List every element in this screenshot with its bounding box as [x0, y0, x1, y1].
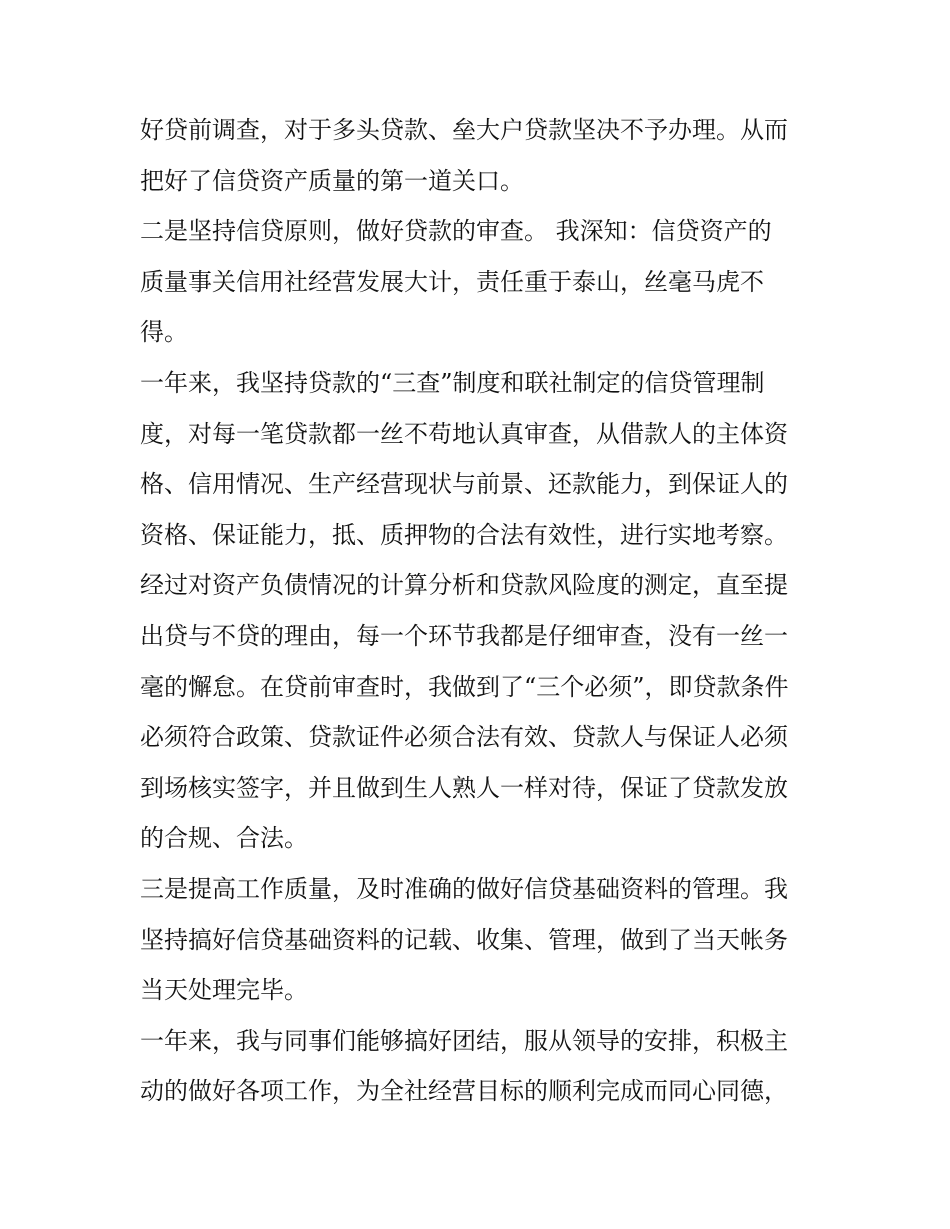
- text-line-18: 当天处理完毕。: [140, 976, 308, 1004]
- text-line-6: 一年来，我坚持贷款的“三查”制度和联社制定的信贷管理制: [140, 369, 765, 397]
- text-line-4: 质量事关信用社经营发展大计，责任重于泰山，丝毫马虎不: [140, 268, 764, 296]
- text-line-13: 必须符合政策、贷款证件必须合法有效、贷款人与保证人必须: [140, 723, 788, 751]
- text-line-1: 好贷前调查，对于多头贷款、垒大户贷款坚决不予办理。从而: [140, 116, 788, 144]
- text-line-16: 三是提高工作质量，及时准确的做好信贷基础资料的管理。我: [140, 875, 788, 903]
- text-line-20: 动的做好各项工作，为全社经营目标的顺利完成而同心同德，: [140, 1077, 788, 1105]
- text-line-10: 经过对资产负债情况的计算分析和贷款风险度的测定，直至提: [140, 571, 788, 599]
- text-line-15: 的合规、合法。: [140, 824, 308, 852]
- text-line-12: 毫的懈怠。在贷前审查时，我做到了“三个必须”，即贷款条件: [140, 673, 789, 701]
- text-line-14: 到场核实签字，并且做到生人熟人一样对待，保证了贷款发放: [140, 774, 788, 802]
- text-line-11: 出贷与不贷的理由，每一个环节我都是仔细审查，没有一丝一: [140, 622, 788, 650]
- text-line-3: 二是坚持信贷原则，做好贷款的审查。 我深知：信贷资产的: [140, 217, 772, 245]
- text-line-7: 度，对每一笔贷款都一丝不苟地认真审查，从借款人的主体资: [140, 420, 788, 448]
- text-line-9: 资格、保证能力，抵、质押物的合法有效性，进行实地考察。: [140, 521, 788, 549]
- text-line-5: 得。: [140, 318, 188, 346]
- text-line-17: 坚持搞好信贷基础资料的记载、收集、管理，做到了当天帐务: [140, 926, 788, 954]
- text-line-2: 把好了信贷资产质量的第一道关口。: [140, 167, 524, 195]
- text-line-19: 一年来，我与同事们能够搞好团结，服从领导的安排，积极主: [140, 1027, 788, 1055]
- text-line-8: 格、信用情况、生产经营现状与前景、还款能力，到保证人的: [140, 470, 788, 498]
